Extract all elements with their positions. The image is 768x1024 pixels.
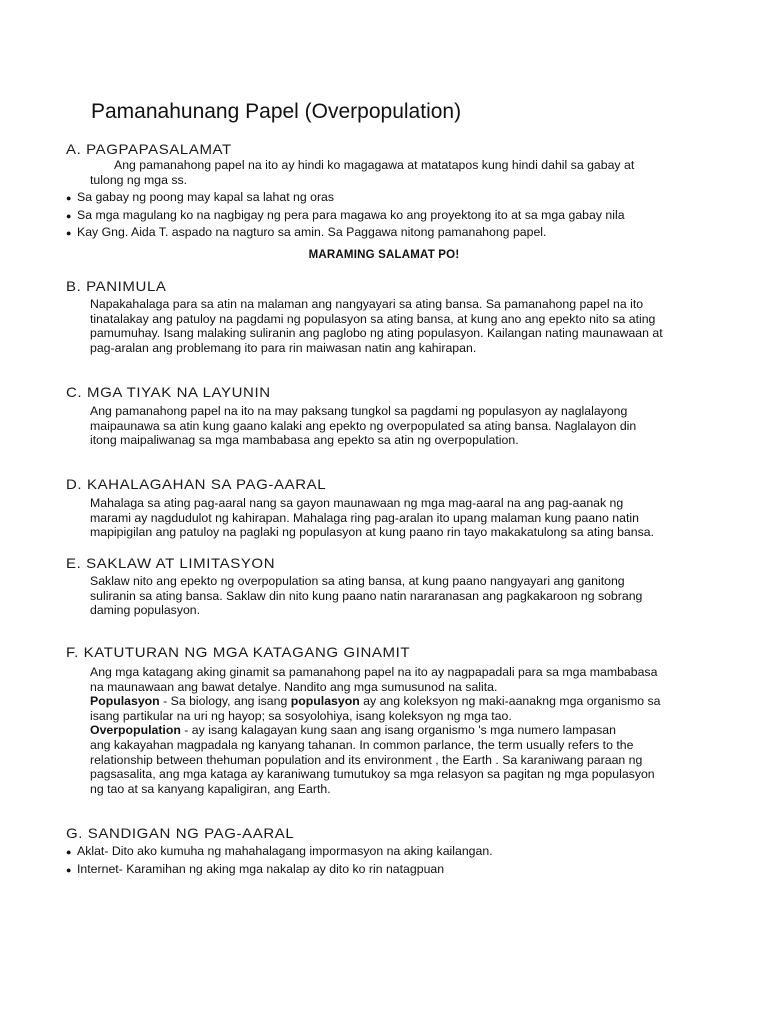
list-item (66, 189, 706, 207)
term-definition-line (90, 694, 690, 709)
body-line: pag-aralan ang problemang ito para rin maiwasan natin ang kahirapan. (90, 340, 477, 355)
section-d-body (90, 496, 690, 540)
section-a-bullet-list (66, 189, 706, 242)
section-b-body (90, 297, 690, 355)
body-line: Napakahalaga para sa atin na malaman ang nangyayari sa ating bansa. Sa pamanahong papel na ito (90, 297, 644, 311)
section-f-body (90, 665, 690, 796)
section-heading-g: G. SANDIGAN NG PAG-AARAL (66, 826, 295, 842)
list-item (66, 207, 706, 225)
body-line: Mahalaga sa ating pag-aaral nang sa gayon maunawaan ng mga mag-aaral na ang pag-aanak ng (90, 496, 624, 510)
section-a-intro (90, 158, 710, 187)
page-title: Pamanahunang Papel (Overpopulation) (91, 100, 462, 123)
section-a-intro-line: tulong ng mga ss. (90, 172, 188, 187)
body-line: tinatalakay ang patuloy na pagdami ng populasyon sa ating bansa, at kung ano ang epekto nito sa ating (90, 311, 656, 326)
body-line: maipaunawa sa atin kung gaano kalaki ang epekto ng overpopulated sa ating bansa. Naglalayon din (90, 418, 637, 433)
list-item (66, 224, 706, 242)
bullet-icon: ● (66, 847, 72, 857)
term-text: ay ang koleksyon ng maki-aanakng mga organismo sa (359, 694, 661, 709)
bullet-icon: ● (66, 210, 72, 221)
thanks-closing: MARAMING SALAMAT PO! (308, 249, 460, 261)
term-populasyon-inline: populasyon (290, 694, 360, 709)
body-line: suliranin sa ating bansa. Saklaw din nito kung paano natin nararanasan ang pagkakaroon ng sobrang (90, 588, 643, 603)
body-line: na maunawaan ang bawat detalye. Nandito ang mga sumusunod na salita. (90, 679, 498, 694)
term-populasyon: Populasyon (90, 694, 160, 709)
term-text: - Sa biology, ang isang (159, 694, 291, 709)
body-line: Ang pamanahong papel na ito na may paksang tungkol sa pagdami ng populasyon ay naglalayong (90, 404, 628, 418)
body-line: Saklaw nito ang epekto ng overpopulation sa ating bansa, at kung paano nangyayari ang ganitong (90, 574, 625, 588)
section-e-body (90, 574, 690, 618)
body-line: marami ay nagdudulot ng kahirapan. Mahalaga ring pag-aralan ito upang malaman kung paano natin (90, 510, 639, 525)
body-line: isang partikular na uri ng hayop; sa sosyolohiya, isang koleksyon ng mga tao. (90, 708, 512, 723)
body-line: relationship between thehuman population and its environment , the Earth . Sa karaniwang paraan ng (90, 752, 643, 767)
list-item (66, 861, 706, 879)
term-definition-line (90, 723, 690, 738)
list-item-text: Kay Gng. Aida T. aspado na nagturo sa amin. Sa Paggawa nitong pamanahong papel. (77, 225, 547, 239)
section-heading-c: C. MGA TIYAK NA LAYUNIN (66, 385, 271, 401)
list-item (66, 843, 706, 861)
body-line: pagsasalita, ang mga kataga ay karaniwang tumutukoy sa mga relasyon sa pagitan ng mga populasyon (90, 767, 655, 782)
list-item-text: Sa gabay ng poong may kapal sa lahat ng oras (77, 190, 335, 204)
body-line: itong maipaliwanag sa mga mambabasa ang epekto sa atin ng overpopulation. (90, 433, 519, 448)
list-item-text: Internet- Karamihan ng aking mga nakalap ay dito ko rin natagpuan (77, 861, 445, 876)
section-c-body (90, 404, 690, 448)
section-heading-b: B. PANIMULA (66, 279, 167, 295)
section-heading-d: D. KAHALAGAHAN SA PAG-AARAL (66, 477, 327, 493)
body-line: ng tao at sa kanyang kapaligiran, ang Earth. (90, 781, 331, 796)
body-line: pamumuhay. Isang malaking suliranin ang paglobo ng ating populasyon. Kailangan nating maunawaan at (90, 326, 663, 341)
section-a-intro-line: Ang pamanahong papel na ito ay hindi ko magagawa at matatapos kung hindi dahil sa gabay at (114, 158, 635, 172)
bullet-icon: ● (66, 193, 72, 203)
section-heading-e: E. SAKLAW AT LIMITASYON (66, 556, 276, 572)
term-overpopulation: Overpopulation (90, 723, 181, 738)
body-line: Ang mga katagang aking ginamit sa pamanahong papel na ito ay nagpapadali para sa mga mambabasa (90, 665, 658, 679)
bullet-icon: ● (66, 228, 72, 238)
bullet-icon: ● (66, 864, 72, 875)
section-g-bullet-list (66, 843, 706, 878)
list-item-text: Sa mga magulang ko na nagbigay ng pera para magawa ko ang proyektong ito at sa mga gabay nila (77, 207, 625, 222)
body-line: ang kakayahan magpadala ng kanyang tahanan. In common parlance, the term usually refers to the (90, 737, 634, 752)
body-line: mapipigilan ang patuloy na paglaki ng populasyon at kung paano rin tayo makakatulong sa ating bansa. (90, 525, 655, 540)
section-heading-a: A. PAGPAPASALAMAT (66, 142, 232, 158)
list-item-text: Aklat- Dito ako kumuha ng mahahalagang impormasyon na aking kailangan. (77, 844, 493, 858)
body-line: daming populasyon. (90, 603, 201, 618)
term-text: - ay isang kalagayan kung saan ang isang organismo 's mga numero lampasan (180, 723, 616, 738)
section-heading-f: F. KATUTURAN NG MGA KATAGANG GINAMIT (66, 645, 411, 661)
